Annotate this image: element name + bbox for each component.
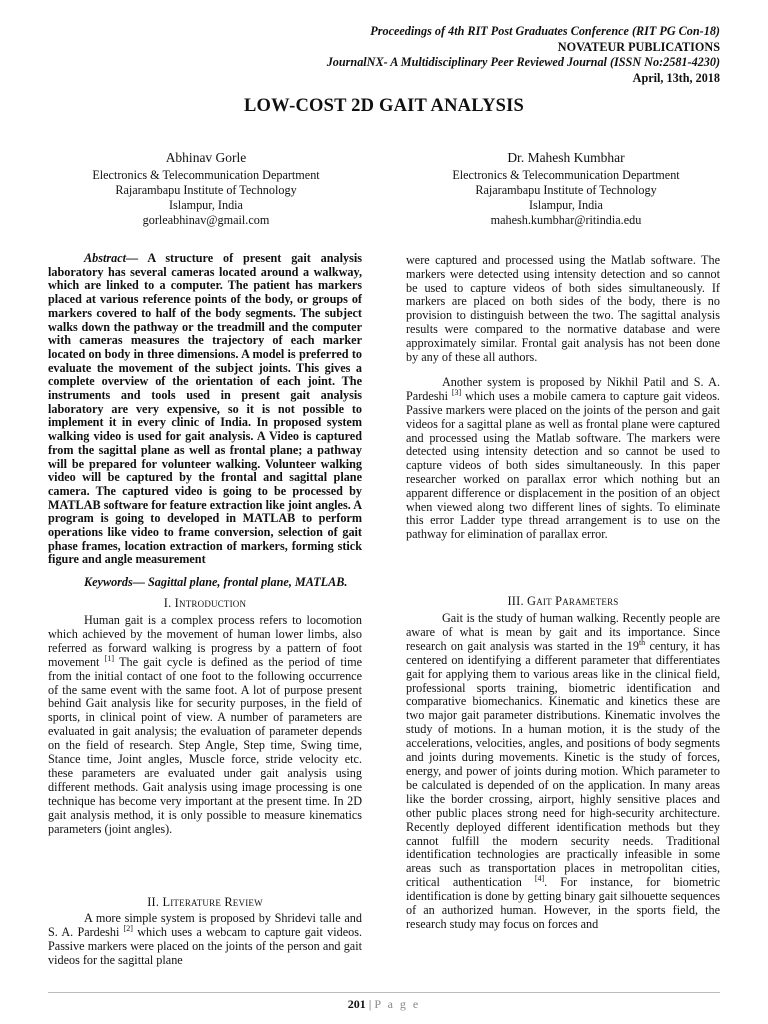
journal-line: JournalNX- A Multidisciplinary Peer Reviewed Journal (ISSN No:2581-4230) [326, 55, 720, 69]
continued-paragraph: were captured and processed using the Matlab software. The markers were detected using intensity detection and so cannot be used to capture videos of both sides simultaneously. If markers are placed on both sides of the body, there is no provision to distinguish between the two. The sagittal analysis results were compared to the normative database and were approximately similar. Frontal gait analysis has not been done by any of these all authors. [406, 253, 720, 364]
author-name: Dr. Mahesh Kumbhar [507, 150, 625, 165]
footer-divider [48, 992, 720, 993]
conference-line: Proceedings of 4th RIT Post Graduates Conference (RIT PG Con-18) [370, 24, 720, 38]
paper-title: LOW-COST 2D GAIT ANALYSIS [243, 96, 525, 116]
page-word: P a g e [374, 997, 421, 1011]
intro-text-a: Human gait is a complex process refers to locomotion which achieved by the movement of human lower limbs, also referred as forward walking is progress by a pattern of foot movement [48, 613, 362, 669]
superscript-th: th [638, 637, 646, 647]
abstract-label: Abstract— [84, 251, 139, 265]
section-heading-introduction: I. Introduction [163, 596, 247, 610]
publisher-line: NOVATEUR PUBLICATIONS [557, 39, 720, 54]
second-system-paragraph [406, 376, 720, 542]
author-department: Electronics & Telecommunication Department [92, 168, 320, 182]
author-institute: Rajarambapu Institute of Technology [115, 183, 297, 197]
citation-4: [4] [534, 874, 545, 884]
author-email: gorleabhinav@gmail.com [142, 213, 270, 227]
abstract-block [48, 252, 362, 590]
section-heading-literature-review: II. Literature Review [147, 895, 263, 909]
citation-2: [2] [123, 923, 133, 933]
author-department: Electronics & Telecommunication Department [452, 168, 680, 182]
gait-parameters-body [406, 612, 720, 932]
author-block-1 [36, 150, 376, 228]
page-footer [0, 997, 768, 1012]
keywords-paragraph [48, 576, 362, 590]
introduction-body [48, 614, 362, 837]
intro-text-b: The gait cycle is defined as the period of time from the initial contact of one foot to the following occurrence of the same event with the same foot. A lot of purpose present behind Gait analysis like for security purposes, in the field of sports, in clinical point of view. A number of parameters are evaluated in gait analysis; the evaluation of parameter depends on the field of research. Step Angle, Step time, Swing time, Stance time, Joint angles, Muscle force, stride velocity etc. these parameters are evaluated under gait analysis using different methods. Gait analysis using image processing is one technique has become very important at the present time. In 2D gait analysis method, it is only possible to measure kinematics parameters (joint angles). [48, 654, 363, 836]
author-institute: Rajarambapu Institute of Technology [475, 183, 657, 197]
author-block-2 [396, 150, 736, 228]
keywords-text: Sagittal plane, frontal plane, MATLAB. [144, 575, 348, 590]
gait-text-a: Gait is the study of human walking. Recently people are aware of what is mean by gait and its importance. Since research on gait analysis was started in the 19 [406, 611, 720, 653]
author-email: mahesh.kumbhar@ritindia.edu [490, 213, 642, 227]
page-number: 201 [347, 997, 366, 1011]
gait-text-c: . For instance, for biometric identification is done by getting binary gait silhouette sequences of an authorized human. However, in the sports field, the research study may focus on forces and [406, 875, 720, 931]
footer-separator: | [368, 997, 372, 1011]
gait-paragraph [406, 612, 720, 932]
p2-text-b: which uses a mobile camera to capture gait videos. Passive markers were placed on the joints of the person and gait videos for a sagittal plane as well as frontal plane were captured and processed using the Matlab software. The markers were detected using intensity detection and so cannot be used to capture videos of both sides simultaneously. In this paper researcher worked on parallax error which nothing but an apparent difference or displacement in the position of an object when viewed along two different lines of sights. To eliminate this error Ladder type thread arrangement is to use on the pathway for elimination of parallax error. [406, 389, 720, 542]
author-location: Islampur, India [529, 198, 603, 212]
gait-text-b: century, it has centered on identifying a different parameter that differentiates gait for applying them to various areas like in the clinical field, professional sports training, biometric identification and comparative biomechanics. Kinematic and kinetics these are two major gait parameter distributions. Kinematic involves the study of motions. In a human motion, it is the study of the accelerations, velocities, angles, and positions of body segments and joints during movements. Kinetic is the study of forces, energy, and power of joints during motion. Which parameter to be calculated is depended of on the application. In many areas like the border crossing, airport, highly sensitive places and other public places strong need for high-security architecture. Recently deployed different identification methods but they cannot fulfill the modern security needs. Traditional identification technologies are practically infeasible in some areas such as transportation places in metropolitan cities, critical authentication [406, 638, 720, 890]
citation-1: [1] [104, 653, 115, 663]
abstract-paragraph [48, 252, 362, 567]
lit-text-a: A more simple system is proposed by Shridevi talle and S. A. Pardeshi [48, 911, 362, 939]
introduction-paragraph [48, 614, 362, 837]
keywords-label: Keywords— [84, 575, 145, 590]
author-name: Abhinav Gorle [165, 150, 247, 165]
literature-body [48, 912, 362, 968]
abstract-text: A structure of present gait analysis laboratory has several cameras located around a walkway, which are linked to a computer. The patient has markers placed at various reference points of the body, or groups of markers covered to half of the body segments. The subject walks down the pathway or the treadmill and the computer with cameras measures the trajectory of each marker located on body in three dimensions. A model is preferred to evaluate the movement of the subject joints. This gives a complete overview of the orientation of each joint. The instruments and tools used in present gait analysis laboratory are very expensive, so it is not possible to implement it in every clinic of India. In proposed system walking video is used for gait analysis. A Video is captured from the sagittal plane as well as frontal plane; a pathway will be prepared for volunteer walking. Volunteer walking video will be captured by the frontal and sagittal plane camera. The captured video is going to be processed by MATLAB software for feature extraction like joint angles. A program is going to developed in MATLAB to perform operations like video to frame conversion, selection of gait phase frames, location extraction of markers, forming stick figure and angle measurement [48, 251, 362, 567]
p2-text-a: Another system is proposed by Nikhil Patil and S. A. Pardeshi [406, 375, 720, 404]
author-location: Islampur, India [169, 198, 243, 212]
date-line: April, 13th, 2018 [632, 70, 720, 85]
right-column-top [406, 254, 720, 542]
citation-3: [3] [451, 388, 462, 398]
section-heading-gait-parameters: III. Gait Parameters [507, 594, 619, 608]
conference-header [327, 24, 720, 86]
lit-text-b: which uses a webcam to capture gait videos. Passive markers were placed on the joints of the person and gait videos for the sagittal plane [48, 924, 362, 967]
literature-paragraph [48, 912, 362, 968]
